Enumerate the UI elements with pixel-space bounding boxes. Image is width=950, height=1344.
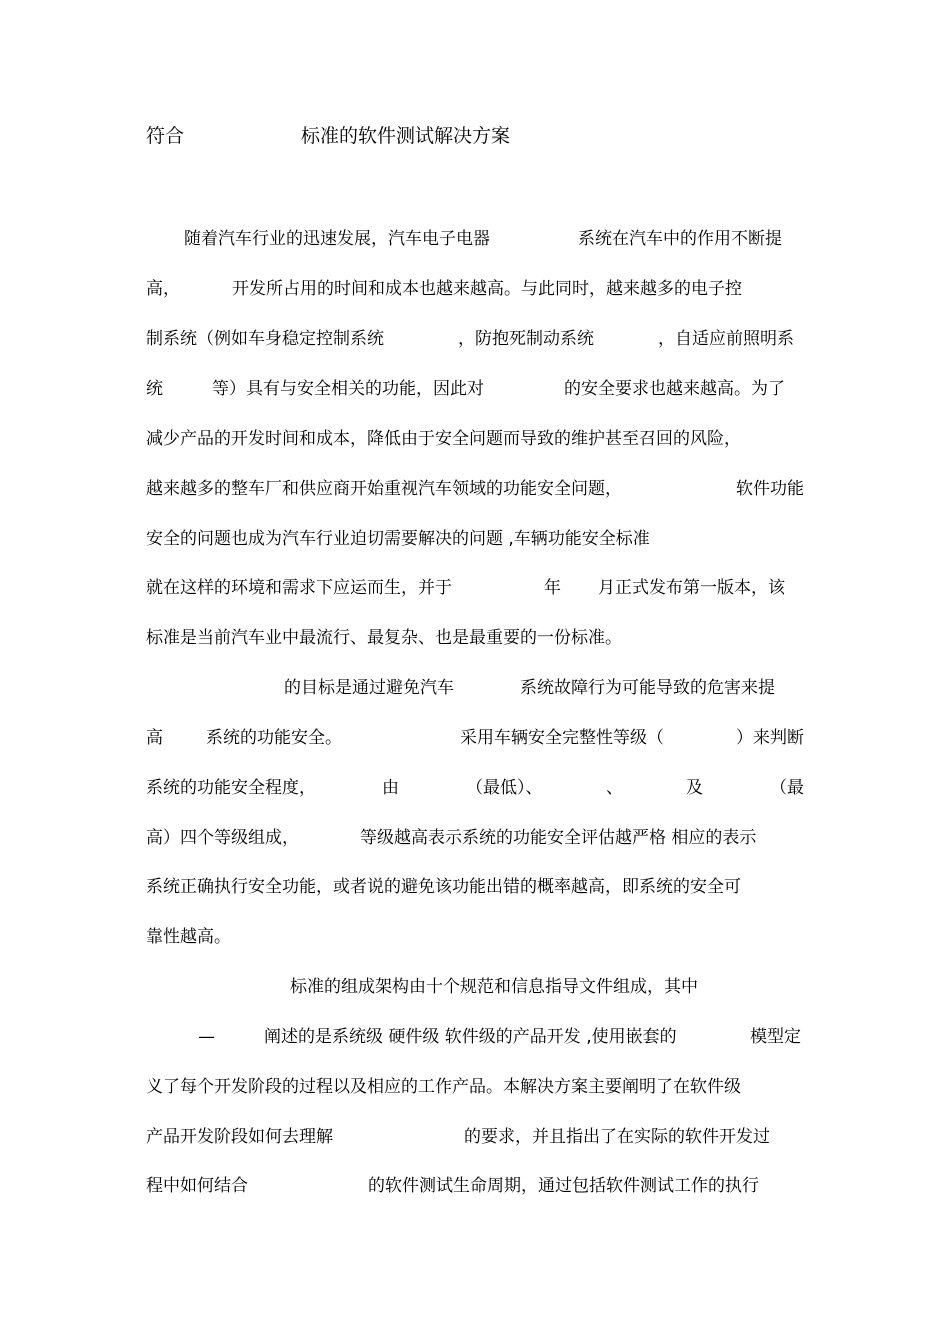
body-line: [146, 329, 808, 351]
title-part-2: 标准的软件测试解决方案: [301, 125, 511, 147]
text-segment: 随着汽车行业的迅速发展，汽车电子电器: [184, 229, 490, 249]
text-segment: 产品开发阶段如何去理解: [146, 1127, 333, 1147]
body-line: [146, 379, 808, 401]
text-segment: 月正式发布第一版本，该: [598, 578, 785, 598]
text-segment: 义了每个开发阶段的过程以及相应的工作产品。本解决方案主要阐明了在软件级: [146, 1077, 741, 1097]
body-line: [146, 578, 808, 600]
body-line: [146, 628, 808, 650]
text-segment: （最低）、: [466, 778, 543, 798]
text-segment: 标准的组成架构由十个规范和信息指导文件组成，其中: [290, 977, 698, 997]
text-segment: 年: [544, 578, 561, 598]
text-segment: 系统的功能安全。: [206, 728, 342, 748]
body-line: [146, 529, 808, 551]
body-line: [146, 1077, 808, 1099]
body-line: [146, 229, 808, 251]
text-segment: 就在这样的环境和需求下应运而生，并于: [146, 578, 452, 598]
body-line: [146, 479, 808, 501]
document-title: [146, 126, 808, 148]
text-segment: （最: [770, 778, 804, 798]
text-segment: 由: [382, 778, 399, 798]
text-segment: 标准是当前汽车业中最流行、最复杂、也是最重要的一份标准。: [146, 628, 622, 648]
text-segment: 系统正确执行安全功能，或者说的避免该功能出错的概率越高，即系统的安全可: [146, 877, 741, 897]
text-segment: 阐述的是系统级 硬件级 软件级的产品开发 ,使用嵌套的: [264, 1027, 677, 1047]
body-line: [146, 1127, 808, 1149]
text-segment: 靠性越高。: [146, 927, 231, 947]
text-segment: 开发所占用的时间和成本也越来越高。与此同时，越来越多的电子控: [232, 279, 742, 299]
text-segment: 模型定: [750, 1027, 801, 1047]
text-segment: 系统在汽车中的作用不断提: [578, 229, 782, 249]
text-segment: ，防抱死制动系统: [458, 329, 594, 349]
text-segment: 的软件测试生命周期，通过包括软件测试工作的执行: [368, 1176, 759, 1196]
text-segment: 等）具有与安全相关的功能，因此对: [212, 379, 484, 399]
text-segment: 及: [686, 778, 703, 798]
text-segment: 高: [146, 728, 163, 748]
text-segment: 制系统（例如车身稳定控制系统: [146, 329, 384, 349]
body-line: [146, 977, 808, 999]
text-segment: 系统的功能安全程度，: [146, 778, 316, 798]
text-segment: ，自适应前照明系: [658, 329, 794, 349]
body-line: [146, 728, 808, 750]
text-segment: —: [198, 1027, 215, 1047]
body-line: [146, 828, 808, 850]
text-segment: 的要求，并且指出了在实际的软件开发过: [464, 1127, 770, 1147]
title-part-1: 符合: [146, 125, 185, 147]
text-segment: 高，: [146, 279, 180, 299]
text-segment: 软件功能: [736, 479, 804, 499]
body-line: [146, 1176, 808, 1198]
text-segment: 程中如何结合: [146, 1176, 248, 1196]
text-segment: 系统故障行为可能导致的危害来提: [520, 678, 775, 698]
text-segment: 采用车辆安全完整性等级（: [460, 728, 664, 748]
text-segment: 越来越多的整车厂和供应商开始重视汽车领域的功能安全问题，: [146, 479, 622, 499]
text-segment: 减少产品的开发时间和成本，降低由于安全问题而导致的维护甚至召回的风险，: [146, 429, 741, 449]
body-line: [146, 279, 808, 301]
text-segment: ）来判断: [736, 728, 804, 748]
body-line: [146, 678, 808, 700]
body-line: [146, 429, 808, 451]
body-line: [146, 927, 808, 949]
text-segment: 、: [606, 778, 623, 798]
text-segment: 高）四个等级组成，: [146, 828, 299, 848]
text-segment: 安全的问题也成为汽车行业迫切需要解决的问题 ,车辆功能安全标准: [146, 529, 650, 549]
text-segment: 的安全要求也越来越高。为了: [564, 379, 785, 399]
body-line: [146, 877, 808, 899]
text-segment: 等级越高表示系统的功能安全评估越严格 相应的表示: [360, 828, 757, 848]
text-segment: 的目标是通过避免汽车: [284, 678, 454, 698]
body-line: [146, 778, 808, 800]
text-segment: 统: [146, 379, 163, 399]
body-line: [146, 1027, 808, 1049]
